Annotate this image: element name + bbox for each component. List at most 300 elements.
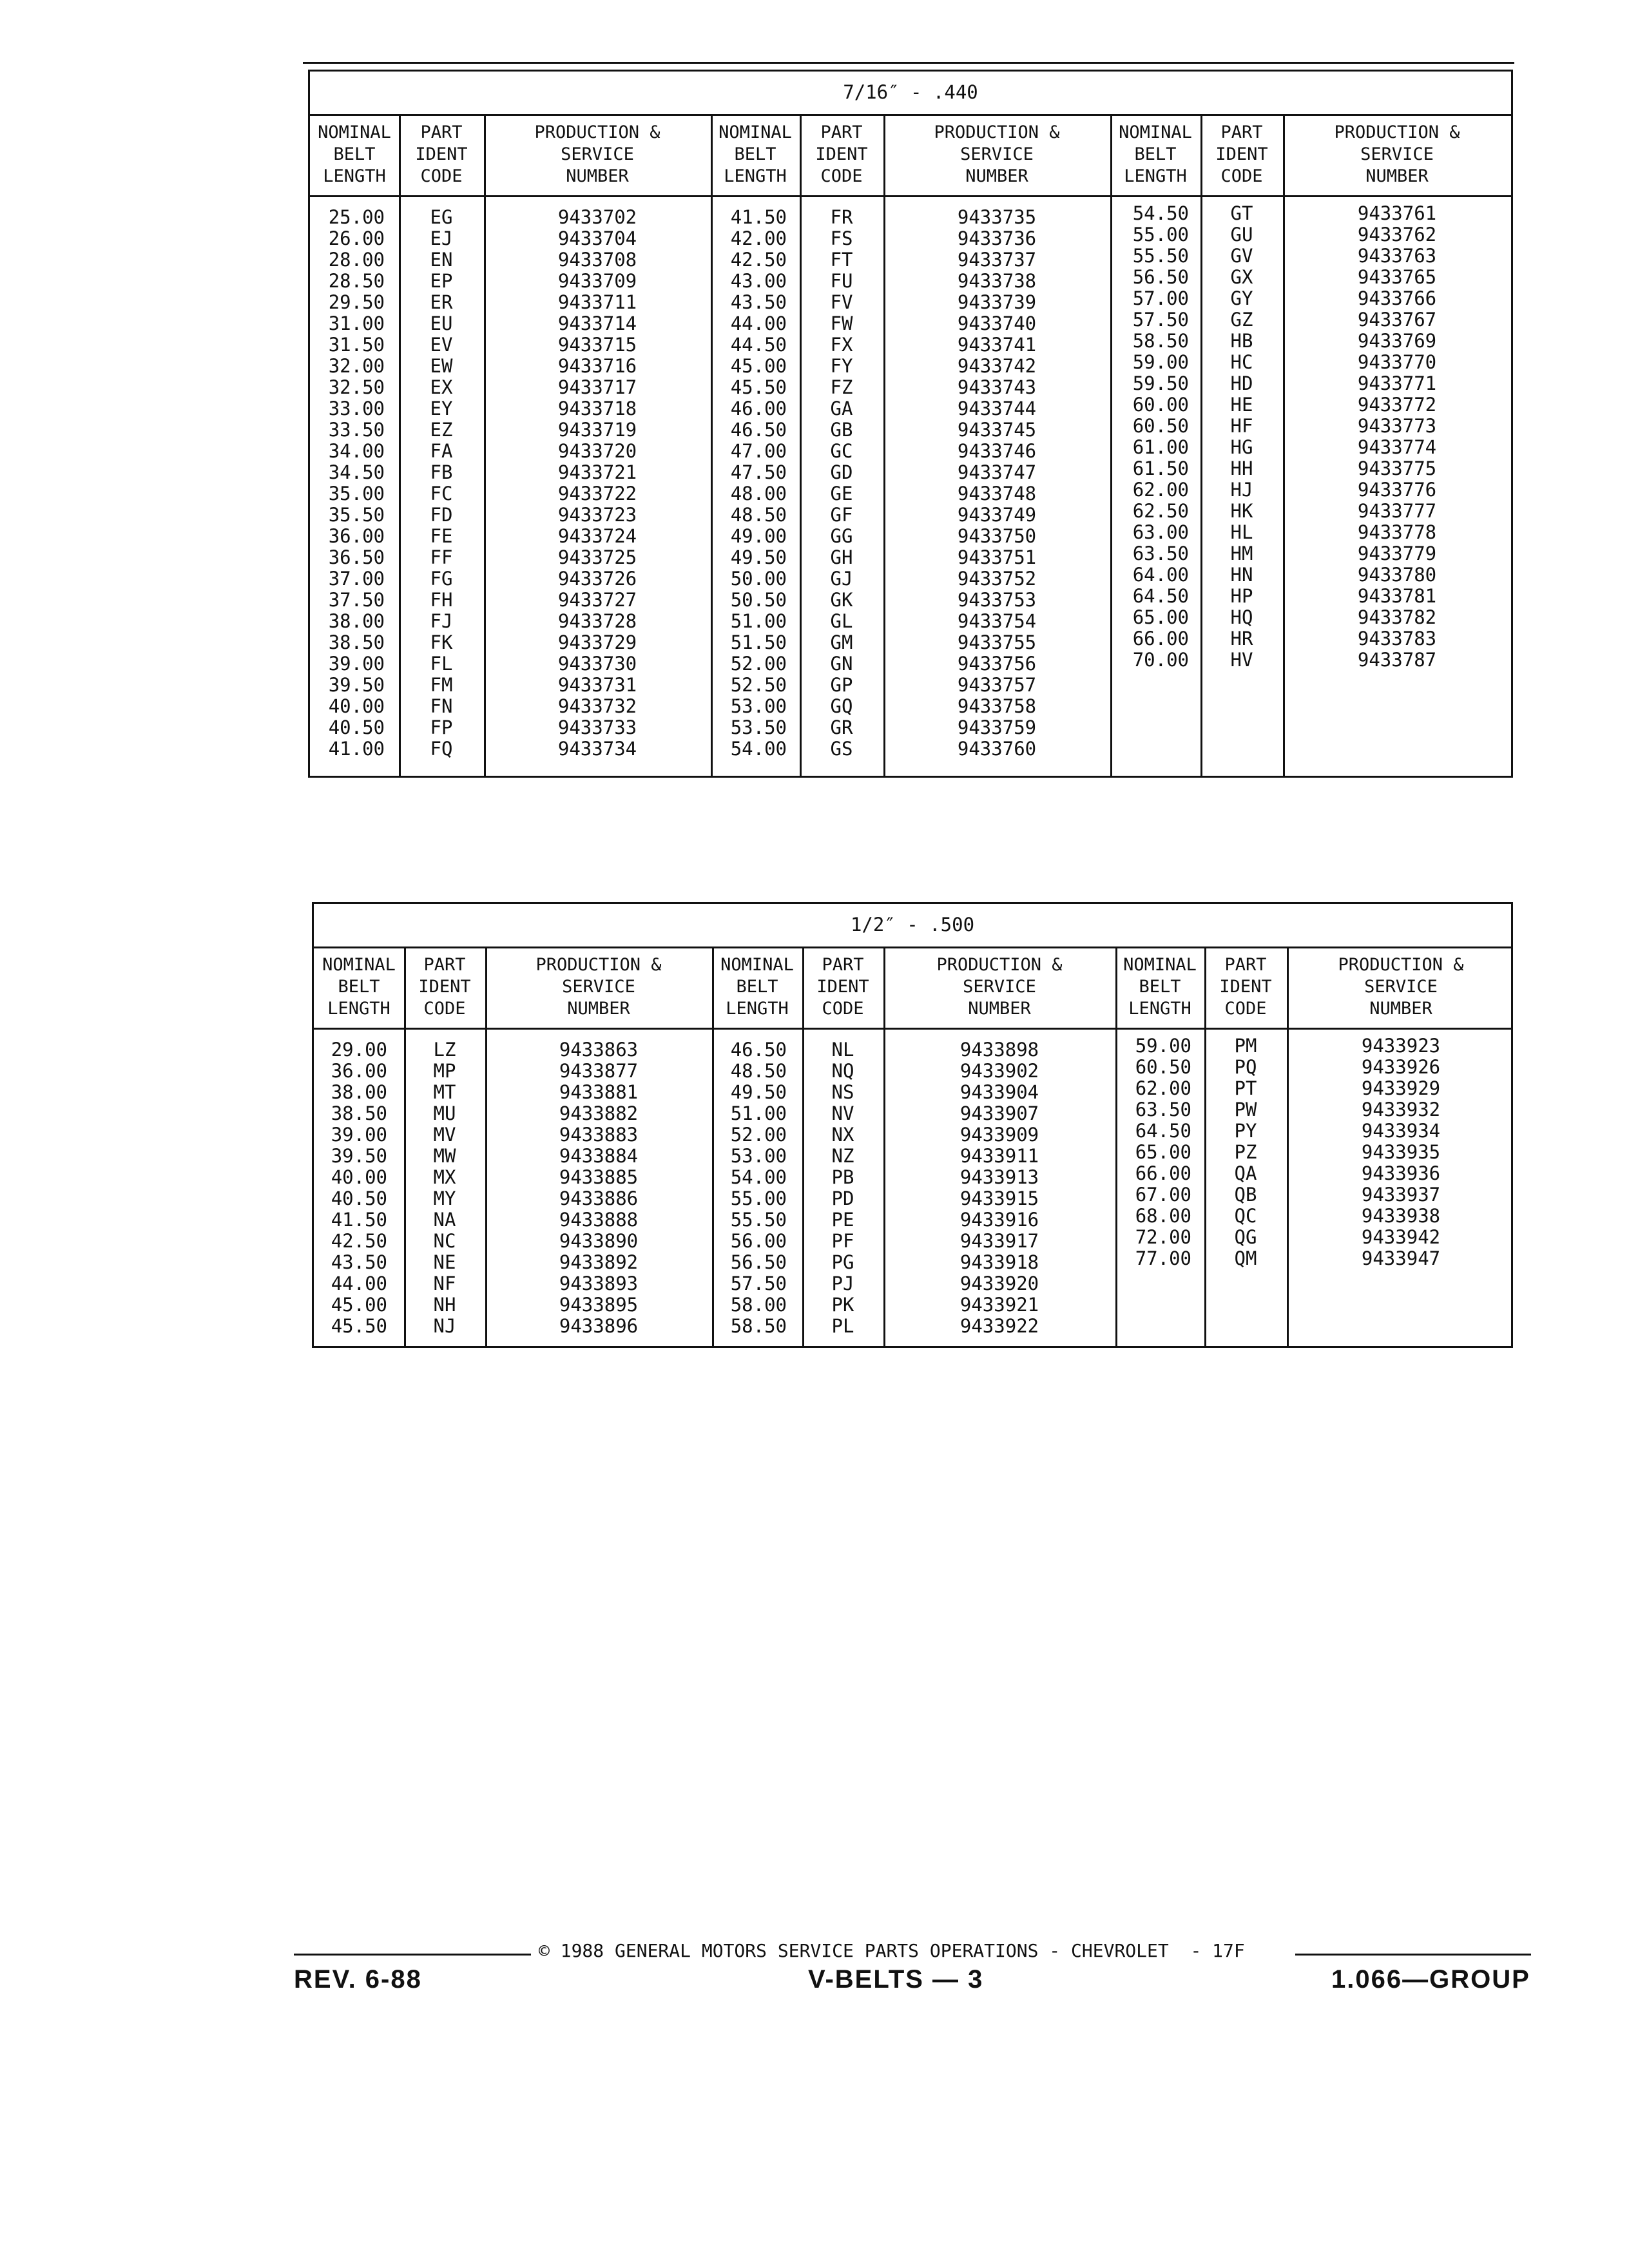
table-cell: 40.00 (328, 695, 385, 717)
table-cell: 9433787 (1357, 649, 1437, 671)
table-cell: 9433882 (559, 1102, 639, 1124)
table-cell: 9433762 (1357, 224, 1437, 245)
table-cell: 9433777 (1357, 500, 1437, 522)
table-cell: FA (430, 440, 453, 462)
header-nominal-belt-length: NOMINAL BELT LENGTH (1123, 955, 1197, 1019)
table-cell: 54.00 (730, 738, 787, 760)
table-cell: 9433711 (557, 291, 637, 313)
table-cell: 9433749 (957, 504, 1037, 526)
table-cell: 9433765 (1357, 266, 1437, 288)
table-cell: 9433733 (557, 716, 637, 738)
table-cell: 9433766 (1357, 287, 1437, 309)
table-cell: NA (433, 1209, 456, 1231)
table-cell: 44.50 (730, 334, 787, 356)
ident-code-column (399, 207, 484, 760)
table-title: 7/16″ - .440 (310, 72, 1511, 116)
table-cell: 55.00 (730, 1187, 787, 1209)
table-cell: 32.50 (328, 376, 385, 398)
table-cell: 9433751 (957, 546, 1037, 568)
table-cell: 39.00 (328, 653, 385, 675)
table-cell: 68.00 (1135, 1205, 1191, 1227)
table-cell: GD (830, 461, 853, 483)
table-cell: 9433722 (557, 483, 637, 505)
table-cell: 42.50 (730, 249, 787, 271)
table-cell: PT (1234, 1077, 1257, 1099)
table-cell: 9433756 (957, 653, 1037, 675)
table-cell: 9433774 (1357, 436, 1437, 458)
table-cell: 53.50 (730, 716, 787, 738)
table-cell: 64.50 (1135, 1120, 1191, 1142)
table-cell: 9433920 (959, 1273, 1039, 1294)
table-cell: PM (1234, 1035, 1257, 1057)
revision-label: REV. 6-88 (294, 1965, 422, 1994)
ident-code-column (1204, 1035, 1287, 1269)
table-cell: PB (831, 1166, 854, 1188)
table-cell: 9433704 (557, 227, 637, 249)
header-nominal-belt-length: NOMINAL BELT LENGTH (720, 955, 794, 1019)
header-production-service-number: PRODUCTION & SERVICE NUMBER (936, 955, 1063, 1019)
table-cell: EU (430, 312, 453, 334)
table-cell: NE (433, 1251, 456, 1273)
table-cell: 9433717 (557, 376, 637, 398)
table-cell: 9433782 (1357, 606, 1437, 628)
table-cell: 9433721 (557, 461, 637, 483)
table-cell: HV (1230, 649, 1253, 671)
table-cell: NX (831, 1124, 854, 1146)
table-cell: 9433731 (557, 674, 637, 696)
header-part-ident-code: PART IDENT CODE (415, 122, 468, 186)
table-cell: MT (433, 1081, 456, 1103)
table-cell: NJ (433, 1315, 456, 1337)
table-cell: GZ (1230, 309, 1253, 331)
table-cell: 58.50 (1132, 330, 1189, 352)
part-number-column (484, 207, 711, 760)
table-cell: 41.50 (730, 206, 787, 228)
table-cell: 9433929 (1361, 1077, 1441, 1099)
table-cell: FL (430, 653, 453, 675)
table-cell: QC (1234, 1205, 1257, 1227)
table-cell: EP (430, 270, 453, 292)
group-number: 1.066—GROUP (1331, 1965, 1530, 1994)
table-cell: 9433702 (557, 206, 637, 228)
table-cell: 9433755 (957, 631, 1037, 653)
footer-rule-right (1295, 1954, 1531, 1956)
table-cell: HE (1230, 394, 1253, 416)
table-cell: QG (1234, 1226, 1257, 1248)
table-cell: 51.00 (730, 1102, 787, 1124)
table-cell: 9433877 (559, 1060, 639, 1082)
table-cell: 28.50 (328, 270, 385, 292)
table-cell: MV (433, 1124, 456, 1146)
part-number-column (883, 207, 1110, 760)
table-cell: 44.00 (331, 1273, 387, 1294)
table-cell: FJ (430, 610, 453, 632)
table-cell: 47.50 (730, 461, 787, 483)
table-cell: EW (430, 355, 453, 377)
header-production-service-number: PRODUCTION & SERVICE NUMBER (535, 955, 662, 1019)
header-nominal-belt-length: NOMINAL BELT LENGTH (322, 955, 396, 1019)
table-cell: 9433881 (559, 1081, 639, 1103)
table-cell: 9433732 (557, 695, 637, 717)
copyright-line: © 1988 GENERAL MOTORS SERVICE PARTS OPERATIONS - CHEVROLET - 17F (539, 1940, 1245, 1961)
table-cell: 9433758 (957, 695, 1037, 717)
table-cell: NZ (831, 1145, 854, 1167)
header-nominal-belt-length: NOMINAL BELT LENGTH (718, 122, 792, 186)
table-cell: 40.50 (331, 1187, 387, 1209)
table-cell: 59.50 (1132, 372, 1189, 394)
header-nominal-belt-length: NOMINAL BELT LENGTH (318, 122, 391, 186)
table-cell: GN (830, 653, 853, 675)
table-cell: FP (430, 716, 453, 738)
table-cell: 9433888 (559, 1209, 639, 1231)
belt-table-7-16 (308, 70, 1513, 778)
part-number-column (1287, 1035, 1515, 1269)
table-cell: 46.50 (730, 419, 787, 441)
table-cell: PL (831, 1315, 854, 1337)
table-cell: QB (1234, 1184, 1257, 1206)
table-cell: 34.00 (328, 440, 385, 462)
table-cell: EN (430, 249, 453, 271)
table-cell: 56.50 (1132, 266, 1189, 288)
table-cell: 9433770 (1357, 351, 1437, 373)
table-cell: 9433918 (959, 1251, 1039, 1273)
table-cell: 9433742 (957, 355, 1037, 377)
table-cell: 9433743 (957, 376, 1037, 398)
table-cell: PW (1234, 1099, 1257, 1120)
table-cell: 9433738 (957, 270, 1037, 292)
table-cell: NC (433, 1230, 456, 1252)
table-cell: 25.00 (328, 206, 385, 228)
belt-length-column (1115, 1035, 1191, 1269)
table-cell: 9433772 (1357, 394, 1437, 416)
table-cell: 31.50 (328, 334, 385, 356)
table-cell: 9433898 (959, 1039, 1039, 1061)
table-cell: 9433727 (557, 589, 637, 611)
table-cell: QM (1234, 1247, 1257, 1269)
table-cell: 62.50 (1132, 500, 1189, 522)
table-cell: FV (830, 291, 853, 313)
table-cell: 29.50 (328, 291, 385, 313)
table-cell: 9433778 (1357, 521, 1437, 543)
table-cell: 9433719 (557, 419, 637, 441)
table-cell: 37.00 (328, 568, 385, 590)
table-cell: 45.00 (331, 1294, 387, 1316)
table-cell: 9433776 (1357, 479, 1437, 501)
table-cell: 9433932 (1361, 1099, 1441, 1120)
table-cell: 37.50 (328, 589, 385, 611)
table-cell: 34.50 (328, 461, 385, 483)
table-cell: 9433716 (557, 355, 637, 377)
table-cell: 9433753 (957, 589, 1037, 611)
table-cell: 9433754 (957, 610, 1037, 632)
table-cell: 64.00 (1132, 564, 1189, 586)
table-cell: HF (1230, 415, 1253, 437)
table-cell: 65.00 (1132, 606, 1189, 628)
part-number-column (485, 1039, 712, 1337)
table-cell: FT (830, 249, 853, 271)
table-cell: 9433723 (557, 504, 637, 526)
table-cell: 57.50 (730, 1273, 787, 1294)
table-cell: QA (1234, 1162, 1257, 1184)
table-cell: FW (830, 312, 853, 334)
table-cell: GK (830, 589, 853, 611)
table-cell: 54.50 (1132, 202, 1189, 224)
table-cell: GE (830, 483, 853, 505)
table-cell: 61.00 (1132, 436, 1189, 458)
table-cell: 9433915 (959, 1187, 1039, 1209)
table-cell: 9433913 (959, 1166, 1039, 1188)
table-cell: HK (1230, 500, 1253, 522)
table-cell: GS (830, 738, 853, 760)
table-cell: FX (830, 334, 853, 356)
table-cell: EJ (430, 227, 453, 249)
table-cell: 9433747 (957, 461, 1037, 483)
table-cell: MU (433, 1102, 456, 1124)
table-cell: PG (831, 1251, 854, 1273)
table-cell: 50.00 (730, 568, 787, 590)
table-cell: 9433767 (1357, 309, 1437, 331)
belt-length-column (310, 207, 385, 760)
table-cell: NS (831, 1081, 854, 1103)
header-part-ident-code: PART IDENT CODE (418, 955, 471, 1019)
table-cell: 63.50 (1135, 1099, 1191, 1120)
belt-length-column (711, 207, 787, 760)
table-header-row (310, 114, 1511, 197)
table-cell: 52.50 (730, 674, 787, 696)
ident-code-column (802, 1039, 883, 1337)
table-cell: NL (831, 1039, 854, 1061)
table-cell: FE (430, 525, 453, 547)
table-cell: 35.50 (328, 504, 385, 526)
table-cell: NV (831, 1102, 854, 1124)
table-cell: 9433923 (1361, 1035, 1441, 1057)
table-cell: 57.00 (1132, 287, 1189, 309)
table-cell: 9433883 (559, 1124, 639, 1146)
table-cell: GY (1230, 287, 1253, 309)
table-cell: 9433760 (957, 738, 1037, 760)
table-cell: MX (433, 1166, 456, 1188)
table-cell: GQ (830, 695, 853, 717)
table-cell: FG (430, 568, 453, 590)
footer-rule-left (294, 1954, 531, 1956)
table-cell: 45.50 (730, 376, 787, 398)
table-cell: 52.00 (730, 1124, 787, 1146)
table-cell: 9433775 (1357, 457, 1437, 479)
table-cell: 67.00 (1135, 1184, 1191, 1206)
table-cell: GT (1230, 202, 1253, 224)
table-cell: PF (831, 1230, 854, 1252)
table-cell: 33.50 (328, 419, 385, 441)
table-cell: 64.50 (1132, 585, 1189, 607)
table-cell: 50.50 (730, 589, 787, 611)
table-cell: GU (1230, 224, 1253, 245)
table-cell: 48.50 (730, 1060, 787, 1082)
table-cell: 9433916 (959, 1209, 1039, 1231)
table-cell: PY (1234, 1120, 1257, 1142)
table-cell: 9433896 (559, 1315, 639, 1337)
table-cell: GR (830, 716, 853, 738)
table-cell: 9433736 (957, 227, 1037, 249)
table-cell: 9433735 (957, 206, 1037, 228)
table-cell: 38.50 (328, 631, 385, 653)
table-cell: 70.00 (1132, 649, 1189, 671)
table-cell: FU (830, 270, 853, 292)
table-cell: 43.00 (730, 270, 787, 292)
table-cell: 53.00 (730, 695, 787, 717)
table-cell: EY (430, 398, 453, 419)
table-cell: 58.00 (730, 1294, 787, 1316)
table-cell: 66.00 (1135, 1162, 1191, 1184)
table-header-row (314, 947, 1511, 1030)
table-cell: 32.00 (328, 355, 385, 377)
table-cell: 60.00 (1132, 394, 1189, 416)
table-cell: FQ (430, 738, 453, 760)
table-cell: 40.00 (331, 1166, 387, 1188)
table-cell: 47.00 (730, 440, 787, 462)
table-cell: EX (430, 376, 453, 398)
table-cell: 60.50 (1132, 415, 1189, 437)
table-cell: 9433745 (957, 419, 1037, 441)
table-cell: PE (831, 1209, 854, 1231)
table-cell: 9433911 (959, 1145, 1039, 1167)
table-cell: 9433709 (557, 270, 637, 292)
table-cell: GJ (830, 568, 853, 590)
table-cell: 9433740 (957, 312, 1037, 334)
table-cell: 41.00 (328, 738, 385, 760)
table-cell: 9433937 (1361, 1184, 1441, 1206)
belt-length-column (712, 1039, 787, 1337)
table-cell: 51.50 (730, 631, 787, 653)
ident-code-column (404, 1039, 485, 1337)
header-part-ident-code: PART IDENT CODE (1215, 122, 1268, 186)
table-cell: 59.00 (1132, 351, 1189, 373)
table-cell: 9433935 (1361, 1141, 1441, 1163)
table-cell: FS (830, 227, 853, 249)
table-cell: 9433708 (557, 249, 637, 271)
table-cell: HN (1230, 564, 1253, 586)
table-cell: 46.50 (730, 1039, 787, 1061)
table-cell: 62.00 (1135, 1077, 1191, 1099)
table-cell: 9433714 (557, 312, 637, 334)
table-cell: GB (830, 419, 853, 441)
table-cell: 57.50 (1132, 309, 1189, 331)
table-cell: 38.00 (328, 610, 385, 632)
table-cell: 9433744 (957, 398, 1037, 419)
table-cell: 56.00 (730, 1230, 787, 1252)
table-cell: 53.00 (730, 1145, 787, 1167)
table-cell: 63.00 (1132, 521, 1189, 543)
table-cell: 9433757 (957, 674, 1037, 696)
table-cell: 9433763 (1357, 245, 1437, 267)
table-cell: MP (433, 1060, 456, 1082)
table-cell: 9433739 (957, 291, 1037, 313)
table-cell: 61.50 (1132, 457, 1189, 479)
table-cell: PZ (1234, 1141, 1257, 1163)
table-cell: 9433715 (557, 334, 637, 356)
table-cell: 9433724 (557, 525, 637, 547)
table-cell: 60.50 (1135, 1056, 1191, 1078)
table-cell: 49.00 (730, 525, 787, 547)
table-cell: 42.00 (730, 227, 787, 249)
table-cell: 9433748 (957, 483, 1037, 505)
table-cell: 26.00 (328, 227, 385, 249)
table-cell: GM (830, 631, 853, 653)
table-cell: HH (1230, 457, 1253, 479)
table-cell: 9433934 (1361, 1120, 1441, 1142)
table-cell: 9433921 (959, 1294, 1039, 1316)
table-cell: 46.00 (730, 398, 787, 419)
table-title: 1/2″ - .500 (314, 904, 1511, 948)
table-cell: 56.50 (730, 1251, 787, 1273)
table-cell: FF (430, 546, 453, 568)
table-cell: 36.50 (328, 546, 385, 568)
table-cell: 55.00 (1132, 224, 1189, 245)
table-cell: 9433746 (957, 440, 1037, 462)
table-cell: 38.50 (331, 1102, 387, 1124)
table-cell: FY (830, 355, 853, 377)
table-cell: HG (1230, 436, 1253, 458)
table-cell: 45.50 (331, 1315, 387, 1337)
table-cell: 9433737 (957, 249, 1037, 271)
header-production-service-number: PRODUCTION & SERVICE NUMBER (1338, 955, 1464, 1019)
header-part-ident-code: PART IDENT CODE (815, 122, 868, 186)
table-cell: PD (831, 1187, 854, 1209)
table-cell: PQ (1234, 1056, 1257, 1078)
table-cell: GL (830, 610, 853, 632)
table-cell: 9433890 (559, 1230, 639, 1252)
table-cell: 54.00 (730, 1166, 787, 1188)
table-cell: 9433938 (1361, 1205, 1441, 1227)
table-cell: FD (430, 504, 453, 526)
table-cell: GF (830, 504, 853, 526)
table-cell: 9433734 (557, 738, 637, 760)
table-cell: HJ (1230, 479, 1253, 501)
table-cell: 36.00 (328, 525, 385, 547)
table-cell: 9433769 (1357, 330, 1437, 352)
table-cell: 9433892 (559, 1251, 639, 1273)
part-number-column (1283, 203, 1511, 671)
table-cell: 42.50 (331, 1230, 387, 1252)
ident-code-column (800, 207, 883, 760)
table-cell: 9433783 (1357, 628, 1437, 649)
table-cell: 28.00 (328, 249, 385, 271)
table-cell: 48.50 (730, 504, 787, 526)
table-cell: 9433729 (557, 631, 637, 653)
table-cell: ER (430, 291, 453, 313)
table-cell: 9433771 (1357, 372, 1437, 394)
table-cell: 52.00 (730, 653, 787, 675)
top-rule (303, 62, 1514, 64)
table-cell: 41.50 (331, 1209, 387, 1231)
belt-length-column (314, 1039, 387, 1337)
table-cell: 9433936 (1361, 1162, 1441, 1184)
table-cell: FH (430, 589, 453, 611)
table-cell: 9433922 (959, 1315, 1039, 1337)
table-cell: GP (830, 674, 853, 696)
table-cell: 9433902 (959, 1060, 1039, 1082)
table-cell: FB (430, 461, 453, 483)
table-cell: 9433779 (1357, 543, 1437, 564)
ident-code-column (1200, 203, 1283, 671)
table-cell: 36.00 (331, 1060, 387, 1082)
table-cell: 9433728 (557, 610, 637, 632)
table-cell: FZ (830, 376, 853, 398)
table-cell: 9433725 (557, 546, 637, 568)
table-cell: 77.00 (1135, 1247, 1191, 1269)
table-cell: 9433886 (559, 1187, 639, 1209)
table-cell: GX (1230, 266, 1253, 288)
table-cell: FN (430, 695, 453, 717)
